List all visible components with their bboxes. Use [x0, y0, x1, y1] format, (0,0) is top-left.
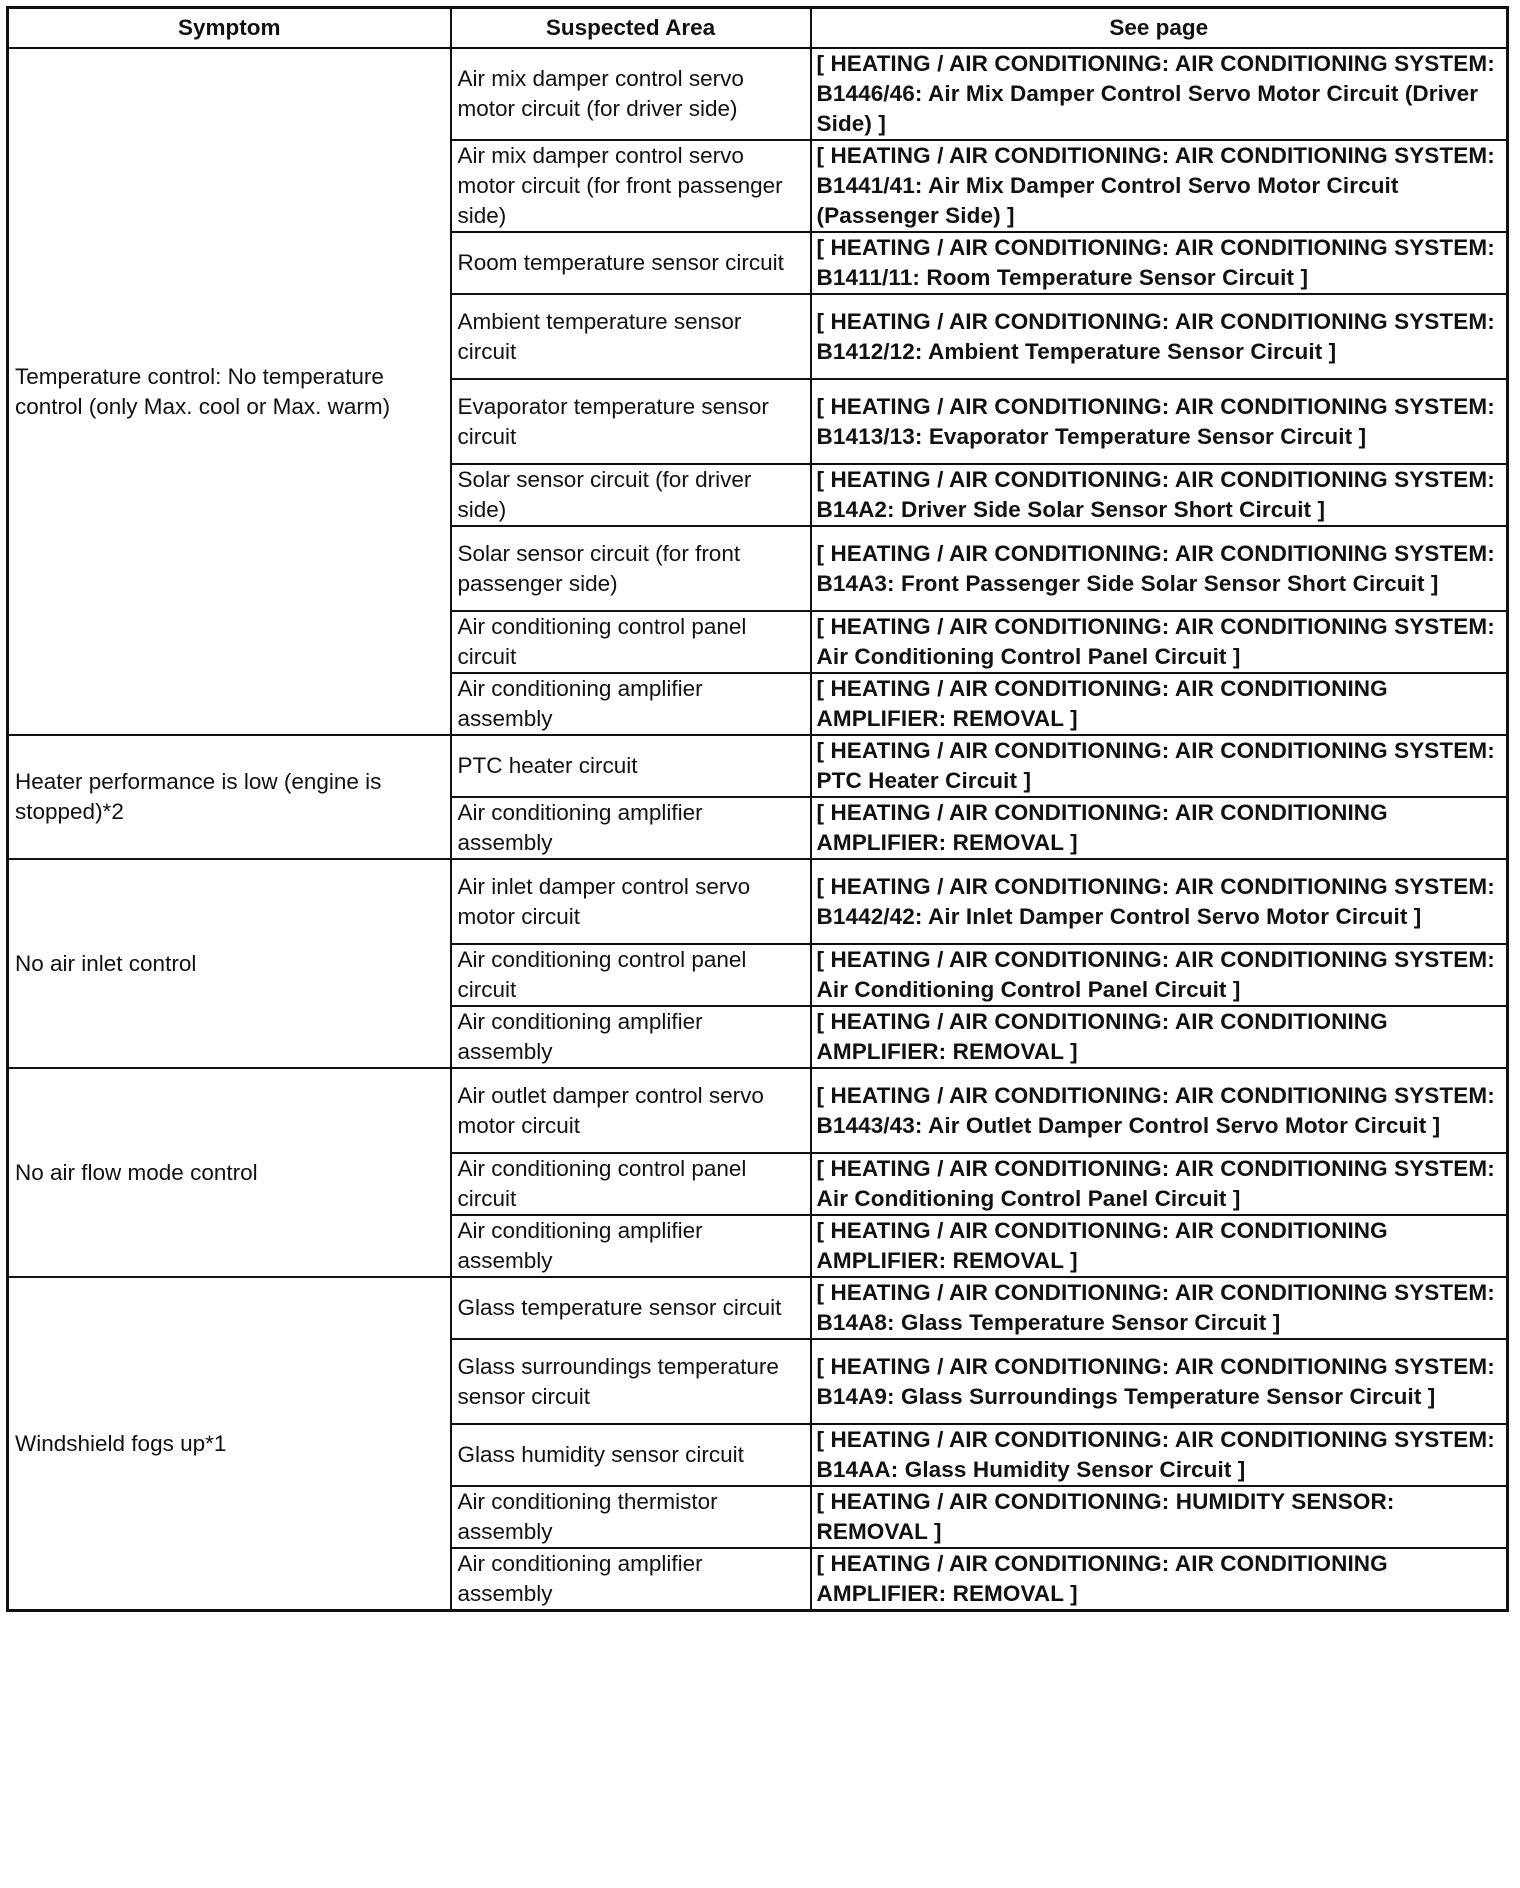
- see-page-cell: [ HEATING / AIR CONDITIONING: AIR CONDITIONING SYSTEM: B1441/41: Air Mix Damper Control Servo Motor Circuit (Passenger Side) ]: [811, 140, 1508, 232]
- suspected-area-cell: Air conditioning thermistor assembly: [451, 1486, 811, 1548]
- suspected-area-cell: Room temperature sensor circuit: [451, 232, 811, 294]
- table-row: [8, 735, 1508, 797]
- see-page-cell: [ HEATING / AIR CONDITIONING: AIR CONDITIONING SYSTEM: B1411/11: Room Temperature Sensor Circuit ]: [811, 232, 1508, 294]
- table-row: [8, 1068, 1508, 1153]
- see-page-cell: [ HEATING / AIR CONDITIONING: AIR CONDITIONING SYSTEM: B1443/43: Air Outlet Damper Control Servo Motor Circuit ]: [811, 1068, 1508, 1153]
- see-page-cell: [ HEATING / AIR CONDITIONING: AIR CONDITIONING AMPLIFIER: REMOVAL ]: [811, 1548, 1508, 1611]
- suspected-area-cell: PTC heater circuit: [451, 735, 811, 797]
- suspected-area-cell: Glass surroundings temperature sensor circuit: [451, 1339, 811, 1424]
- see-page-cell: [ HEATING / AIR CONDITIONING: HUMIDITY SENSOR: REMOVAL ]: [811, 1486, 1508, 1548]
- see-page-cell: [ HEATING / AIR CONDITIONING: AIR CONDITIONING SYSTEM: B1442/42: Air Inlet Damper Control Servo Motor Circuit ]: [811, 859, 1508, 944]
- see-page-cell: [ HEATING / AIR CONDITIONING: AIR CONDITIONING AMPLIFIER: REMOVAL ]: [811, 1006, 1508, 1068]
- suspected-area-cell: Air conditioning amplifier assembly: [451, 1215, 811, 1277]
- see-page-cell: [ HEATING / AIR CONDITIONING: AIR CONDITIONING SYSTEM: B1446/46: Air Mix Damper Control Servo Motor Circuit (Driver Side) ]: [811, 48, 1508, 140]
- suspected-area-cell: Air conditioning control panel circuit: [451, 611, 811, 673]
- header-see-page: See page: [811, 8, 1508, 49]
- header-row: [8, 8, 1508, 49]
- suspected-area-cell: Air conditioning amplifier assembly: [451, 1006, 811, 1068]
- see-page-cell: [ HEATING / AIR CONDITIONING: AIR CONDITIONING SYSTEM: B1413/13: Evaporator Temperature Sensor Circuit ]: [811, 379, 1508, 464]
- see-page-cell: [ HEATING / AIR CONDITIONING: AIR CONDITIONING SYSTEM: Air Conditioning Control Panel Circuit ]: [811, 611, 1508, 673]
- see-page-cell: [ HEATING / AIR CONDITIONING: AIR CONDITIONING SYSTEM: PTC Heater Circuit ]: [811, 735, 1508, 797]
- suspected-area-cell: Air conditioning control panel circuit: [451, 1153, 811, 1215]
- suspected-area-cell: Air conditioning amplifier assembly: [451, 1548, 811, 1611]
- suspected-area-cell: Solar sensor circuit (for driver side): [451, 464, 811, 526]
- see-page-cell: [ HEATING / AIR CONDITIONING: AIR CONDITIONING SYSTEM: B14A2: Driver Side Solar Sensor Short Circuit ]: [811, 464, 1508, 526]
- symptom-cell: No air flow mode control: [8, 1068, 451, 1277]
- see-page-cell: [ HEATING / AIR CONDITIONING: AIR CONDITIONING AMPLIFIER: REMOVAL ]: [811, 797, 1508, 859]
- suspected-area-cell: Air conditioning amplifier assembly: [451, 797, 811, 859]
- see-page-cell: [ HEATING / AIR CONDITIONING: AIR CONDITIONING SYSTEM: B14A3: Front Passenger Side Solar Sensor Short Circuit ]: [811, 526, 1508, 611]
- suspected-area-cell: Solar sensor circuit (for front passenger side): [451, 526, 811, 611]
- suspected-area-cell: Evaporator temperature sensor circuit: [451, 379, 811, 464]
- symptom-cell: Temperature control: No temperature control (only Max. cool or Max. warm): [8, 48, 451, 735]
- see-page-cell: [ HEATING / AIR CONDITIONING: AIR CONDITIONING SYSTEM: Air Conditioning Control Panel Circuit ]: [811, 1153, 1508, 1215]
- problem-symptoms-table: [6, 6, 1509, 1612]
- suspected-area-cell: Air mix damper control servo motor circuit (for front passenger side): [451, 140, 811, 232]
- see-page-cell: [ HEATING / AIR CONDITIONING: AIR CONDITIONING SYSTEM: B14AA: Glass Humidity Sensor Circuit ]: [811, 1424, 1508, 1486]
- see-page-cell: [ HEATING / AIR CONDITIONING: AIR CONDITIONING SYSTEM: B1412/12: Ambient Temperature Sensor Circuit ]: [811, 294, 1508, 379]
- table-row: [8, 48, 1508, 140]
- see-page-cell: [ HEATING / AIR CONDITIONING: AIR CONDITIONING SYSTEM: B14A8: Glass Temperature Sensor Circuit ]: [811, 1277, 1508, 1339]
- suspected-area-cell: Air conditioning amplifier assembly: [451, 673, 811, 735]
- suspected-area-cell: Ambient temperature sensor circuit: [451, 294, 811, 379]
- suspected-area-cell: Air mix damper control servo motor circuit (for driver side): [451, 48, 811, 140]
- table-row: [8, 859, 1508, 944]
- suspected-area-cell: Air conditioning control panel circuit: [451, 944, 811, 1006]
- suspected-area-cell: Air inlet damper control servo motor circuit: [451, 859, 811, 944]
- suspected-area-cell: Air outlet damper control servo motor circuit: [451, 1068, 811, 1153]
- symptom-cell: Windshield fogs up*1: [8, 1277, 451, 1611]
- table-body: [8, 48, 1508, 1611]
- table-row: [8, 1277, 1508, 1339]
- see-page-cell: [ HEATING / AIR CONDITIONING: AIR CONDITIONING SYSTEM: B14A9: Glass Surroundings Temperature Sensor Circuit ]: [811, 1339, 1508, 1424]
- see-page-cell: [ HEATING / AIR CONDITIONING: AIR CONDITIONING AMPLIFIER: REMOVAL ]: [811, 1215, 1508, 1277]
- suspected-area-cell: Glass humidity sensor circuit: [451, 1424, 811, 1486]
- symptom-cell: No air inlet control: [8, 859, 451, 1068]
- header-symptom: Symptom: [8, 8, 451, 49]
- see-page-cell: [ HEATING / AIR CONDITIONING: AIR CONDITIONING AMPLIFIER: REMOVAL ]: [811, 673, 1508, 735]
- symptom-cell: Heater performance is low (engine is stopped)*2: [8, 735, 451, 859]
- suspected-area-cell: Glass temperature sensor circuit: [451, 1277, 811, 1339]
- see-page-cell: [ HEATING / AIR CONDITIONING: AIR CONDITIONING SYSTEM: Air Conditioning Control Panel Circuit ]: [811, 944, 1508, 1006]
- header-suspected-area: Suspected Area: [451, 8, 811, 49]
